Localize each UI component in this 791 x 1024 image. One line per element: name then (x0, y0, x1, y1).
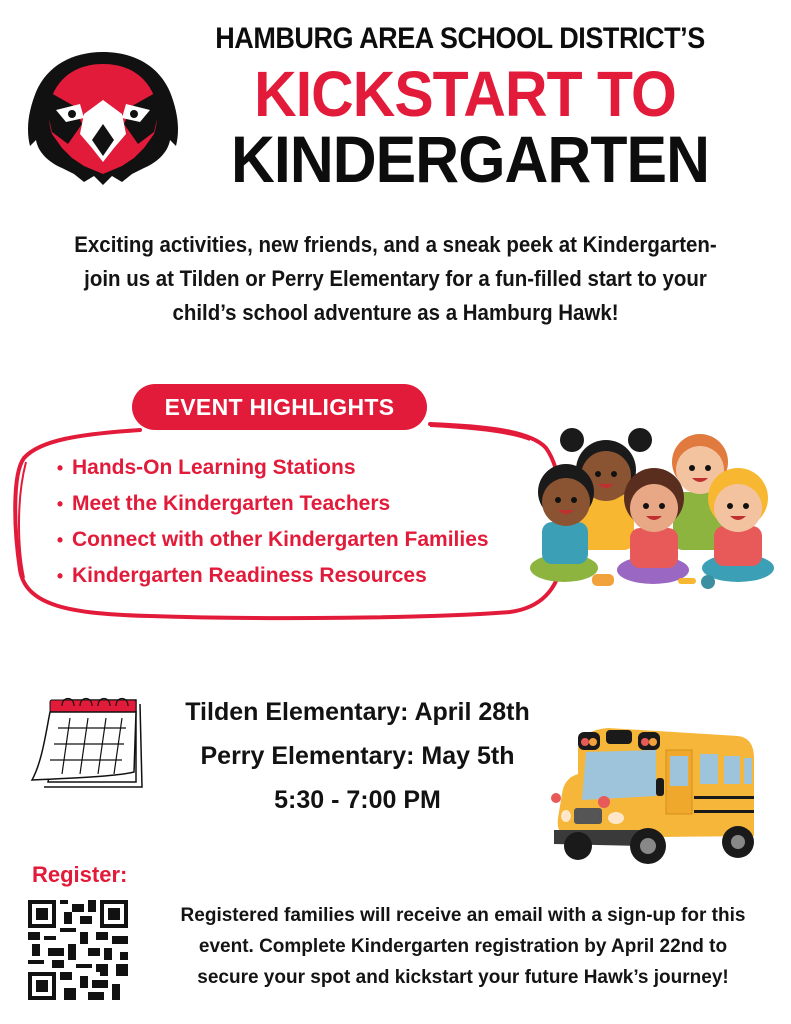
calendar-icon (18, 692, 148, 797)
school-bus-icon (548, 718, 788, 870)
highlights-list (48, 450, 489, 594)
register-label: Register: (32, 862, 128, 887)
intro-line: child’s school adventure as a Hamburg Hawk! (172, 300, 619, 325)
list-item: • Meet the Kindergarten Teachers (56, 492, 391, 515)
tilden-date: Tilden Elementary: April 28th (185, 698, 530, 726)
list-item: • Hands-On Learning Stations (56, 456, 356, 479)
qr-code[interactable] (28, 900, 128, 1000)
event-title-line2: KINDERGARTEN (230, 122, 710, 196)
district-name: HAMBURG AREA SCHOOL DISTRICT’S (215, 22, 705, 55)
children-group-illustration (528, 418, 778, 593)
hawk-mascot-icon (22, 48, 184, 186)
registration-line: secure your spot and kickstart your future Hawk’s journey! (197, 967, 729, 988)
registration-line: Registered families will receive an email with a sign-up for this (180, 905, 746, 926)
intro-paragraph (37, 228, 754, 330)
intro-line: Exciting activities, new friends, and a sneak peek at Kindergarten- (74, 232, 717, 257)
perry-date: Perry Elementary: May 5th (200, 742, 515, 770)
event-title-line1: KICKSTART TO (254, 58, 676, 130)
intro-line: join us at Tilden or Perry Elementary for a fun-filled start to your (84, 266, 707, 291)
list-item: • Kindergarten Readiness Resources (56, 564, 427, 587)
list-item: • Connect with other Kindergarten Families (56, 528, 489, 551)
registration-line: event. Complete Kindergarten registration by April 22nd to (198, 936, 728, 957)
event-schedule (150, 690, 565, 822)
event-time: 5:30 - 7:00 PM (274, 786, 441, 814)
event-highlights-heading: EVENT HIGHLIGHTS (132, 384, 427, 430)
registration-info (148, 900, 778, 993)
